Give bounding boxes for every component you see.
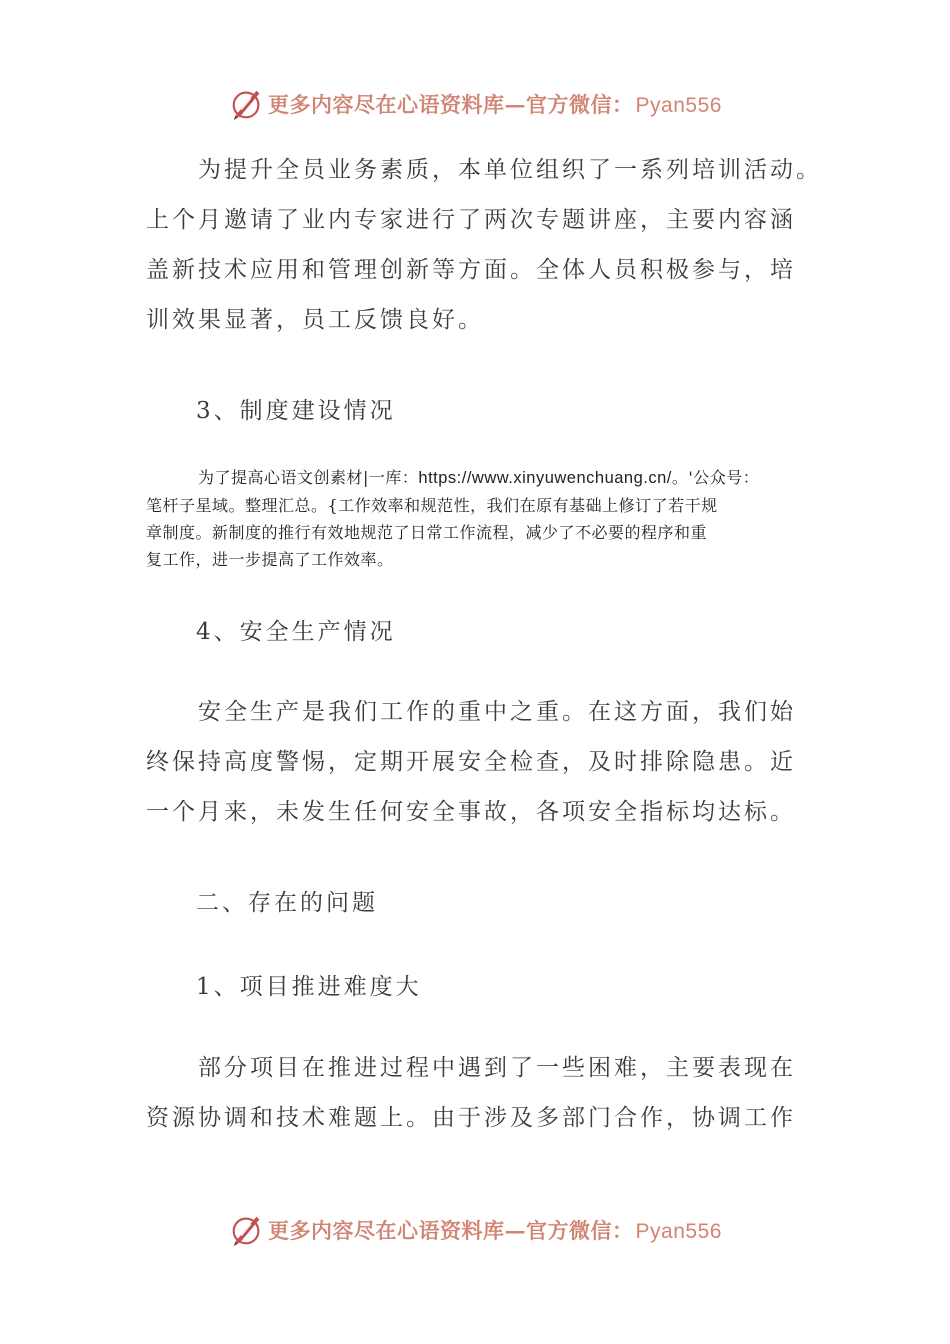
paragraph-line: 训效果显著，员工反馈良好。 [146, 307, 484, 333]
banner-main-text: 更多内容尽在心语资料库—官方微信： [268, 92, 634, 117]
quill-pen-circle-icon [228, 1211, 266, 1249]
paragraph-line: 资源协调和技术难题上。由于涉及多部门合作，协调工作 [146, 1105, 796, 1131]
heading-system-building: 3、制度建设情况 [196, 398, 396, 424]
banner-text [268, 89, 722, 119]
line-text-part: 。'公众号： [671, 468, 760, 487]
footer-banner [0, 1208, 950, 1252]
heading-safety-production: 4、安全生产情况 [196, 619, 396, 645]
paragraph-project-difficulty [146, 1043, 796, 1143]
heading-project-difficulty: 1、项目推进难度大 [196, 974, 422, 1000]
paragraph-line: 上个月邀请了业内专家进行了两次专题讲座，主要内容涵 [146, 207, 796, 233]
paragraph-training [146, 145, 822, 345]
paragraph-line: 部分项目在推进过程中遇到了一些困难，主要表现在 [198, 1055, 796, 1081]
paragraph-line: 安全生产是我们工作的重中之重。在这方面，我们始 [198, 699, 796, 725]
paragraph-line: 章制度。新制度的推行有效地规范了日常工作流程，减少了不必要的程序和重 [146, 523, 708, 542]
header-banner [0, 82, 950, 126]
paragraph-line: 盖新技术应用和管理创新等方面。全体人员积极参与，培 [146, 257, 796, 283]
quill-pen-circle-icon [228, 85, 266, 123]
paragraph-line: 一个月来，未发生任何安全事故，各项安全指标均达标。 [146, 799, 796, 825]
banner-contact: Pyan556 [635, 94, 722, 117]
paragraph-line: 为提升全员业务素质，本单位组织了一系列培训活动。 [198, 157, 822, 183]
paragraph-line [146, 464, 806, 492]
paragraph-line: 终保持高度警惕，定期开展安全检查，及时排除隐患。近 [146, 749, 796, 775]
paragraph-line: 复工作，进一步提高了工作效率。 [146, 550, 394, 569]
banner-contact: Pyan556 [635, 1220, 722, 1243]
heading-existing-problems: 二、存在的问题 [196, 890, 378, 916]
banner-text [268, 1215, 722, 1245]
paragraph-safety [146, 687, 796, 837]
paragraph-system-building [146, 464, 806, 573]
paragraph-line: 笔杆子星域。整理汇总。{工作效率和规范性，我们在原有基础上修订了若干规 [146, 496, 718, 515]
website-link: https://www.xinyuwenchuang.cn/ [418, 469, 672, 487]
line-text-part: 为了提高心语文创素材|一库： [198, 468, 419, 487]
banner-main-text: 更多内容尽在心语资料库—官方微信： [268, 1218, 634, 1243]
